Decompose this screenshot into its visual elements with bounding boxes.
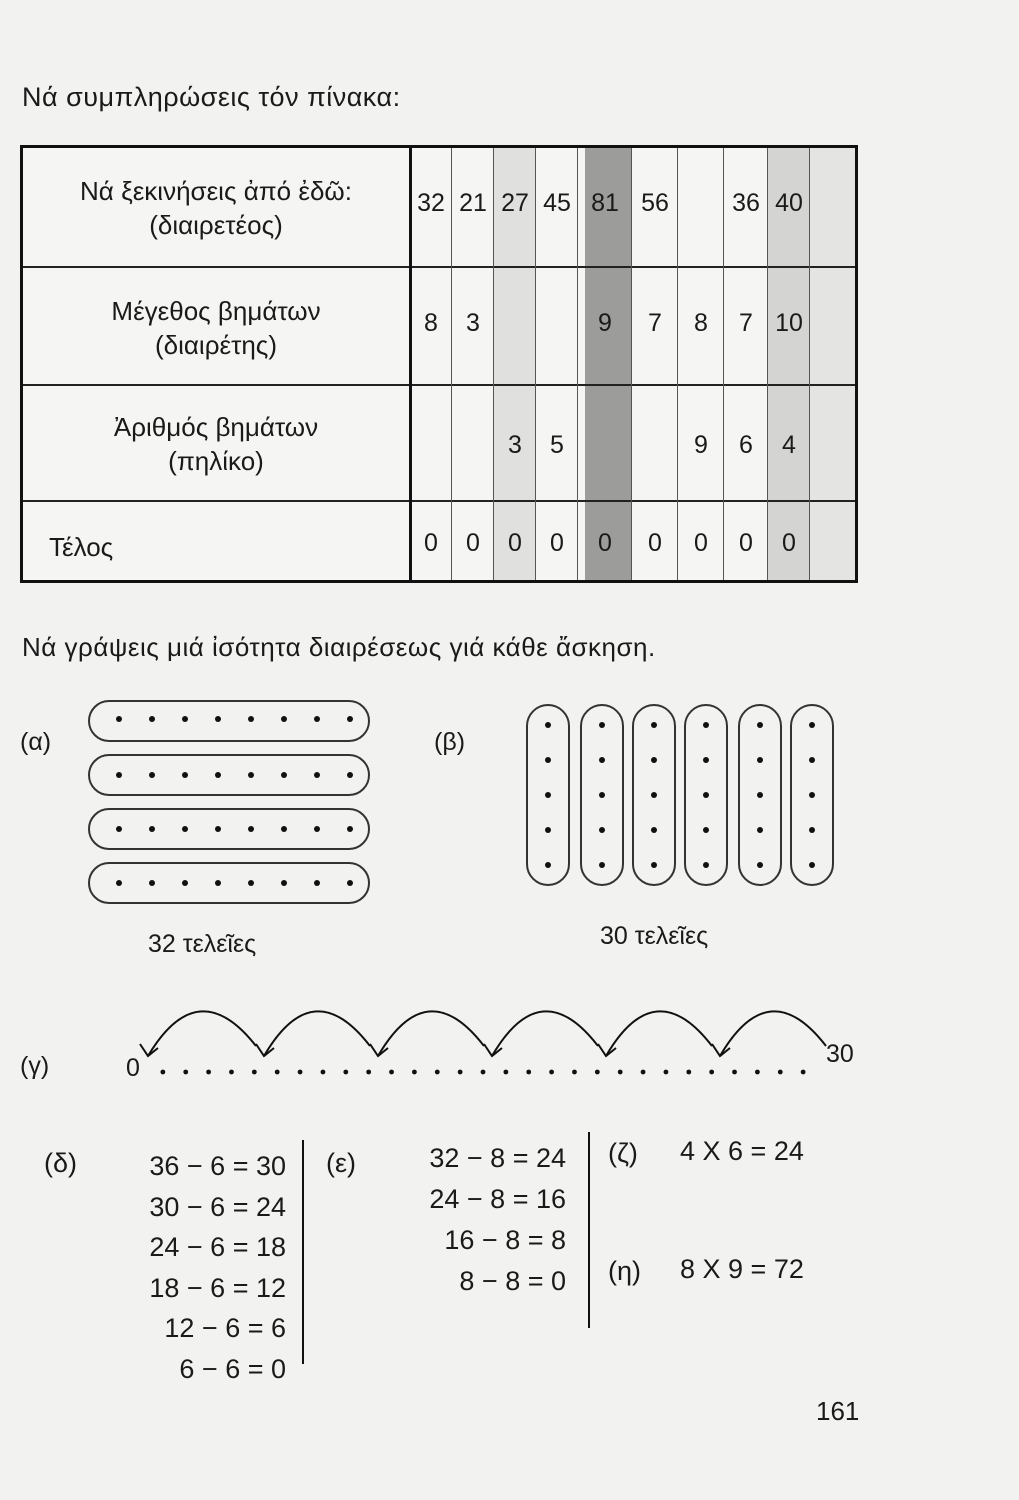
instruction-fill-table: Νά συμπληρώσεις τόν πίνακα: xyxy=(22,82,401,112)
number-line-dot xyxy=(160,1070,165,1075)
exercise-e-label: (ε) xyxy=(326,1148,357,1178)
table-cell-dividend: 36 xyxy=(732,189,760,217)
table-cell-end: 0 xyxy=(694,529,708,557)
table-cell-end: 0 xyxy=(782,529,796,557)
table-cell-end: 0 xyxy=(550,529,564,557)
number-line-dot xyxy=(686,1070,691,1075)
number-line-dot xyxy=(321,1070,326,1075)
table-cell-quotient: 4 xyxy=(782,431,796,459)
exercise-d-label: (δ) xyxy=(44,1148,78,1178)
divider-d-e xyxy=(302,1140,304,1364)
exercise-a-label: (α) xyxy=(20,728,52,756)
equation-line: 16 − 8 = 8 xyxy=(444,1225,566,1255)
equation-line: 8 − 8 = 0 xyxy=(459,1266,566,1296)
exercise-b-caption: 30 τελεῖες xyxy=(600,922,709,950)
number-line-dot xyxy=(709,1070,714,1075)
table-cell-end: 0 xyxy=(739,529,753,557)
number-line-dot xyxy=(481,1070,486,1075)
equation-line: 24 − 6 = 18 xyxy=(149,1232,286,1262)
number-line-dot xyxy=(549,1070,554,1075)
exercise-e-equations xyxy=(384,1138,566,1302)
number-line-dot xyxy=(343,1070,348,1075)
table-cell-dividend: 40 xyxy=(775,189,803,217)
number-line-dot xyxy=(458,1070,463,1075)
table-cell-divisor: 7 xyxy=(739,309,753,337)
row-label-dividend-line2: (διαιρετέος) xyxy=(149,210,283,240)
number-line-dot xyxy=(618,1070,623,1075)
row-label-quotient-line2: (πηλίκο) xyxy=(168,446,264,476)
equation-line: 24 − 8 = 16 xyxy=(429,1184,566,1214)
table-cell-end: 0 xyxy=(424,529,438,557)
equation-line: 30 − 6 = 24 xyxy=(149,1191,286,1222)
row-label-divisor-line1: Μέγεθος βημάτων xyxy=(111,296,321,326)
table-cell-dividend: 81 xyxy=(591,189,619,217)
number-line-dot xyxy=(503,1070,508,1075)
table-cell-divisor: 7 xyxy=(648,309,662,337)
exercise-b-label: (β) xyxy=(434,728,466,756)
table-cell-end: 0 xyxy=(598,529,612,557)
table-cell-divisor: 8 xyxy=(694,309,708,337)
number-line-dot xyxy=(526,1070,531,1075)
table-cell-end: 0 xyxy=(466,529,480,557)
equation-line: 18 − 6 = 12 xyxy=(149,1272,286,1303)
number-line-dot xyxy=(389,1070,394,1075)
equation-line: 32 − 8 = 24 xyxy=(429,1143,566,1173)
equation-line: 36 − 6 = 30 xyxy=(149,1151,286,1181)
jump-arc xyxy=(264,1011,370,1056)
divider-e-z xyxy=(588,1132,590,1328)
number-line-dot xyxy=(778,1070,783,1075)
number-line-dot xyxy=(801,1070,806,1075)
table-cell-dividend: 56 xyxy=(641,189,669,217)
jump-arc xyxy=(720,1011,826,1056)
number-line-end: 30 xyxy=(826,1040,854,1068)
table-cell-quotient: 5 xyxy=(550,431,564,459)
table-cell-dividend: 32 xyxy=(417,189,445,217)
table-cell-quotient: 6 xyxy=(739,431,753,459)
jump-arc xyxy=(606,1011,712,1056)
table-cell-divisor: 3 xyxy=(466,309,480,337)
exercise-z-label: (ζ) xyxy=(608,1138,638,1168)
jump-arc xyxy=(148,1011,256,1056)
number-line-dot xyxy=(755,1070,760,1075)
number-line-dot xyxy=(435,1070,440,1075)
number-line-dot xyxy=(275,1070,280,1075)
table-cell-divisor: 10 xyxy=(775,309,803,337)
number-line-dot xyxy=(252,1070,257,1075)
row-label-quotient-line1: Ἀριθμός βημάτων xyxy=(113,412,319,442)
table-cell-divisor: 9 xyxy=(598,309,612,337)
number-line-dot xyxy=(298,1070,303,1075)
number-line-start: 0 xyxy=(126,1054,140,1082)
exercise-a-caption: 32 τελεῖες xyxy=(148,930,257,958)
number-line-dot xyxy=(412,1070,417,1075)
exercise-c-label: (γ) xyxy=(20,1052,50,1080)
table-cell-dividend: 27 xyxy=(501,189,529,217)
table-cell-quotient: 9 xyxy=(694,431,708,459)
page-number: 161 xyxy=(816,1396,860,1426)
table-cell-end: 0 xyxy=(508,529,522,557)
row-label-dividend-line1: Νά ξεκινήσεις ἀπό ἐδῶ: xyxy=(80,176,352,206)
number-line-dot xyxy=(206,1070,211,1075)
table-cell-quotient: 3 xyxy=(508,431,522,459)
jump-arc xyxy=(378,1011,484,1056)
equation-line: 6 − 6 = 0 xyxy=(179,1353,286,1384)
number-line-dot xyxy=(366,1070,371,1075)
number-line-dot xyxy=(572,1070,577,1075)
exercise-d-equations xyxy=(100,1146,286,1389)
table-cell-divisor: 8 xyxy=(424,309,438,337)
jump-arc xyxy=(492,1011,598,1056)
exercise-h-equation: 8 X 9 = 72 xyxy=(680,1254,804,1284)
number-line-dot xyxy=(183,1070,188,1075)
exercise-z-equation: 4 X 6 = 24 xyxy=(680,1136,804,1166)
row-label-divisor-line2: (διαιρέτης) xyxy=(154,330,277,360)
number-line-dot xyxy=(641,1070,646,1075)
number-line-dot xyxy=(595,1070,600,1075)
number-line-dot xyxy=(664,1070,669,1075)
equation-line: 12 − 6 = 6 xyxy=(164,1313,286,1343)
row-label-end-line1: Τέλος xyxy=(49,532,114,562)
table-cell-end: 0 xyxy=(648,529,662,557)
number-line-dot xyxy=(229,1070,234,1075)
instruction-write-equation: Νά γράψεις μιά ἰσότητα διαιρέσεως γιά κάθε ἄσκηση. xyxy=(22,632,656,662)
number-line-dot xyxy=(732,1070,737,1075)
exercise-h-label: (η) xyxy=(608,1256,641,1286)
table-cell-dividend: 21 xyxy=(459,189,487,217)
table-cell-dividend: 45 xyxy=(543,189,571,217)
